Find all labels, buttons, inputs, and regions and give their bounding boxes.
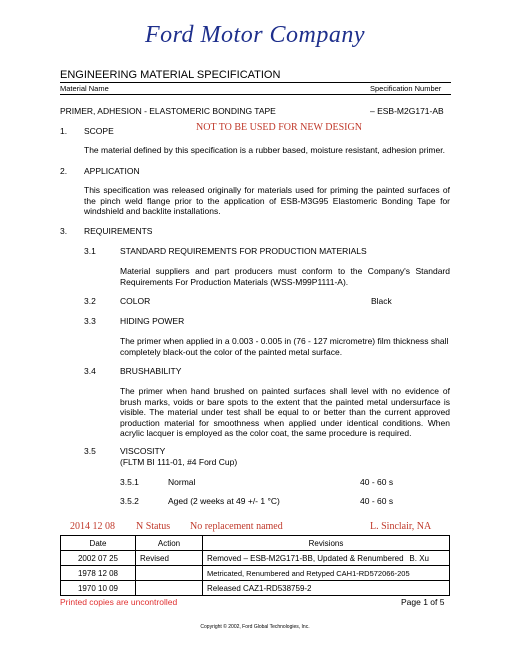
company-logo: Ford Motor Company bbox=[144, 22, 366, 48]
section-3-number: 3. bbox=[60, 226, 68, 236]
req-3-3-number: 3.3 bbox=[84, 316, 96, 326]
revision-action bbox=[136, 566, 203, 581]
revision-text: Released CAZ1-RD538759-2 bbox=[207, 583, 312, 593]
revision-date: 2002 07 25 bbox=[61, 551, 136, 566]
req-3-5-title: VISCOSITY bbox=[120, 446, 166, 456]
req-3-3-title: HIDING POWER bbox=[120, 316, 185, 326]
viscosity-row-label: Aged (2 weeks at 49 +/- 1 °C) bbox=[168, 496, 280, 506]
req-3-3-text: The primer when applied in a 0.003 - 0.005 in (76 - 127 micrometre) film thickness shall completely black-out the color of the painted metal surface. bbox=[120, 336, 449, 357]
printed-copies-notice: Printed copies are uncontrolled bbox=[60, 597, 178, 607]
revision-table bbox=[60, 535, 450, 596]
table-row bbox=[61, 551, 450, 566]
column-header-date: Date bbox=[61, 536, 136, 551]
section-1-number: 1. bbox=[60, 126, 68, 136]
table-header-row bbox=[61, 536, 450, 551]
revision-cell bbox=[203, 566, 450, 581]
section-1-text: The material defined by this specification is a rubber based, moisture resistant, adhesion primer. bbox=[84, 145, 445, 155]
req-3-4-title: BRUSHABILITY bbox=[120, 366, 182, 376]
revision-date: 1970 10 09 bbox=[61, 581, 136, 596]
req-3-2-value: Black bbox=[371, 296, 392, 306]
viscosity-row-value: 40 - 60 s bbox=[360, 496, 394, 506]
revision-action: Revised bbox=[136, 551, 203, 566]
section-3-title: REQUIREMENTS bbox=[84, 226, 153, 236]
viscosity-row-label: Normal bbox=[168, 477, 196, 487]
viscosity-row-number: 3.5.1 bbox=[120, 477, 139, 487]
section-1-title: SCOPE bbox=[84, 126, 114, 136]
revision-cell bbox=[203, 581, 450, 596]
column-header-action: Action bbox=[136, 536, 203, 551]
viscosity-row-number: 3.5.2 bbox=[120, 496, 139, 506]
req-3-5-method: (FLTM BI 111-01, #4 Ford Cup) bbox=[120, 457, 238, 467]
revision-action bbox=[136, 581, 203, 596]
table-row bbox=[61, 566, 450, 581]
not-for-new-design-notice: NOT TO BE USED FOR NEW DESIGN bbox=[196, 122, 362, 133]
req-3-1-title: STANDARD REQUIREMENTS FOR PRODUCTION MATERIALS bbox=[120, 246, 367, 256]
status-replacement: No replacement named bbox=[190, 521, 283, 532]
revision-cell bbox=[203, 551, 450, 566]
material-name-label: Material Name bbox=[60, 84, 109, 93]
copyright-notice: Copyright © 2002, Ford Global Technologies, Inc. bbox=[200, 624, 310, 630]
req-3-2-number: 3.2 bbox=[84, 296, 96, 306]
req-3-4-number: 3.4 bbox=[84, 366, 96, 376]
revision-author: B. Xu bbox=[409, 554, 429, 563]
spec-number-label: Specification Number bbox=[370, 84, 442, 93]
document-type-title: ENGINEERING MATERIAL SPECIFICATION bbox=[60, 69, 281, 81]
req-3-2-title: COLOR bbox=[120, 296, 151, 306]
material-name: PRIMER, ADHESION - ELASTOMERIC BONDING TAPE bbox=[60, 106, 276, 116]
revision-date: 1978 12 08 bbox=[61, 566, 136, 581]
header-divider bbox=[60, 82, 451, 83]
req-3-4-text: The primer when hand brushed on painted surfaces shall level with no evidence of brush marks, voids or bare spots to the extent that the painted metal undersurface is visible. The material under test shall be equal to or better than the current approved production material for smoothness when applied under identical conditions. When acrylic lacquer is employed as the color coat, the same procedure is required. bbox=[120, 386, 450, 438]
req-3-1-number: 3.1 bbox=[84, 246, 96, 256]
req-3-5-number: 3.5 bbox=[84, 446, 96, 456]
section-2-text: This specification was released originally for materials used for priming the painted surfaces of the pinch weld flange prior to the application of ESB-M3G95 Elastomeric Bonding Tape for windshield and backlite installations. bbox=[84, 185, 450, 216]
section-2-title: APPLICATION bbox=[84, 166, 140, 176]
viscosity-row-value: 40 - 60 s bbox=[360, 477, 394, 487]
revision-text: Removed – ESB-M2G171-BB, Updated & Renumbered bbox=[207, 553, 404, 563]
status-code: N Status bbox=[136, 521, 171, 532]
table-row bbox=[61, 581, 450, 596]
header-subdivider bbox=[60, 94, 451, 95]
spec-number: – ESB-M2G171-AB bbox=[370, 106, 444, 116]
section-2-number: 2. bbox=[60, 166, 68, 176]
page-number: Page 1 of 5 bbox=[401, 597, 445, 607]
status-date: 2014 12 08 bbox=[70, 521, 115, 532]
status-person: L. Sinclair, NA bbox=[370, 521, 432, 532]
revision-text: Metricated, Renumbered and Retyped CAH1-RD572066-205 bbox=[207, 568, 410, 578]
req-3-1-text: Material suppliers and part producers must conform to the Company's Standard Requirements For Production Materials (WSS-M99P1111-A). bbox=[120, 266, 450, 287]
column-header-revisions: Revisions bbox=[203, 536, 450, 551]
